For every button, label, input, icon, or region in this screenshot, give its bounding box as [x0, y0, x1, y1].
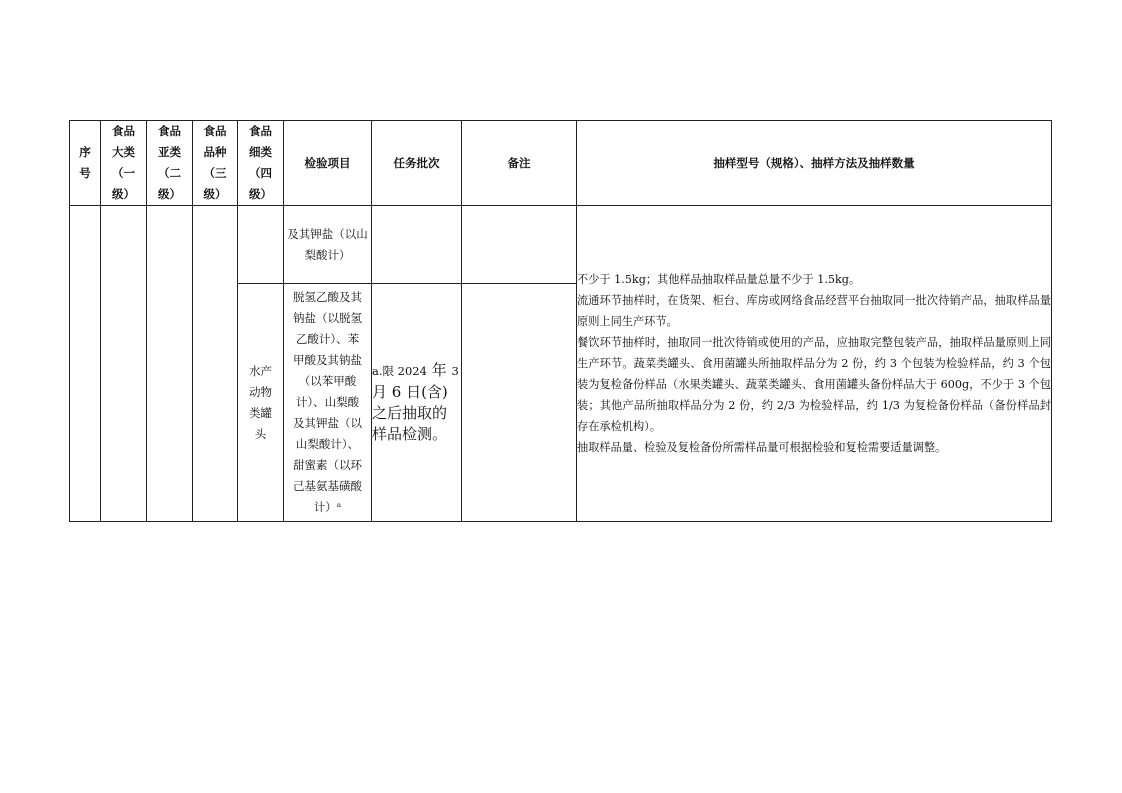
batch-date-text: 月 6 日(含)之后抽取的样品检测。	[372, 383, 448, 443]
seq-cell	[70, 206, 101, 522]
method-paragraph: 流通环节抽样时，在货架、柜台、库房或网络食品经营平台抽取同一批次待销产品，抽取样品量原则上同生产环节。	[577, 294, 1051, 328]
category-2-cell	[147, 206, 193, 522]
header-category-3: 食品 品种 （三 级）	[193, 121, 238, 206]
header-sampling-method: 抽样型号（规格）、抽样方法及抽样数量	[577, 121, 1052, 206]
batch-month: 3	[451, 364, 459, 378]
task-batch-cell	[372, 284, 462, 522]
header-category-4: 食品 细类 （四 级）	[238, 121, 284, 206]
test-item-cell: 及其钾盐（以山梨酸计）	[284, 206, 372, 284]
task-batch-cell	[372, 206, 462, 284]
header-category-2: 食品 亚类 （二 级）	[147, 121, 193, 206]
table-row	[70, 206, 1052, 284]
method-paragraph: 抽取样品量、检验及复检备份所需样品量可根据检验和复检需要适量调整。	[577, 441, 947, 454]
note-cell	[462, 284, 577, 522]
batch-year: 2024	[397, 364, 427, 378]
header-row	[70, 121, 1052, 206]
method-paragraph: 不少于 1.5kg；其他样品抽取样品量总量不少于 1.5kg。	[577, 273, 861, 286]
batch-year-unit: 年	[426, 361, 452, 379]
category-1-cell	[101, 206, 147, 522]
header-seq: 序 号	[70, 121, 101, 206]
header-task-batch: 任务批次	[372, 121, 462, 206]
note-cell	[462, 206, 577, 284]
header-note: 备注	[462, 121, 577, 206]
sampling-spec-table	[69, 120, 1052, 522]
method-paragraph: 餐饮环节抽样时，抽取同一批次待销或使用的产品，应抽取完整包装产品，抽取样品量原则上同生产环节。蔬菜类罐头、食用菌罐头所抽取样品分为 2 份，约 3 个包装为检验样品，约 3 个包装为复检备份样品（水果类罐头、蔬菜类罐头、食用菌罐头备份样品大于 600g，不少于 3 个包装；其他产品所抽取样品分为 2 份，约 2/3 为检验样品，约 1/3 为复检备份样品（备份样品封存在承检机构）。	[577, 336, 1051, 433]
test-item-cell: 脱氢乙酸及其钠盐（以脱氢乙酸计）、苯甲酸及其钠盐（以苯甲酸计）、山梨酸及其钾盐（以山梨酸计）、甜蜜素（以环己基氨基磺酸计）ᵃ	[284, 284, 372, 522]
header-test-item: 检验项目	[284, 121, 372, 206]
sampling-method-cell	[577, 206, 1052, 522]
batch-prefix: a.限	[372, 364, 398, 378]
category-4-cell	[238, 206, 284, 284]
category-3-cell	[193, 206, 238, 522]
subcategory-aquatic-canned: 水产 动物 类罐 头	[238, 284, 284, 522]
header-category-1: 食品 大类 （一 级）	[101, 121, 147, 206]
